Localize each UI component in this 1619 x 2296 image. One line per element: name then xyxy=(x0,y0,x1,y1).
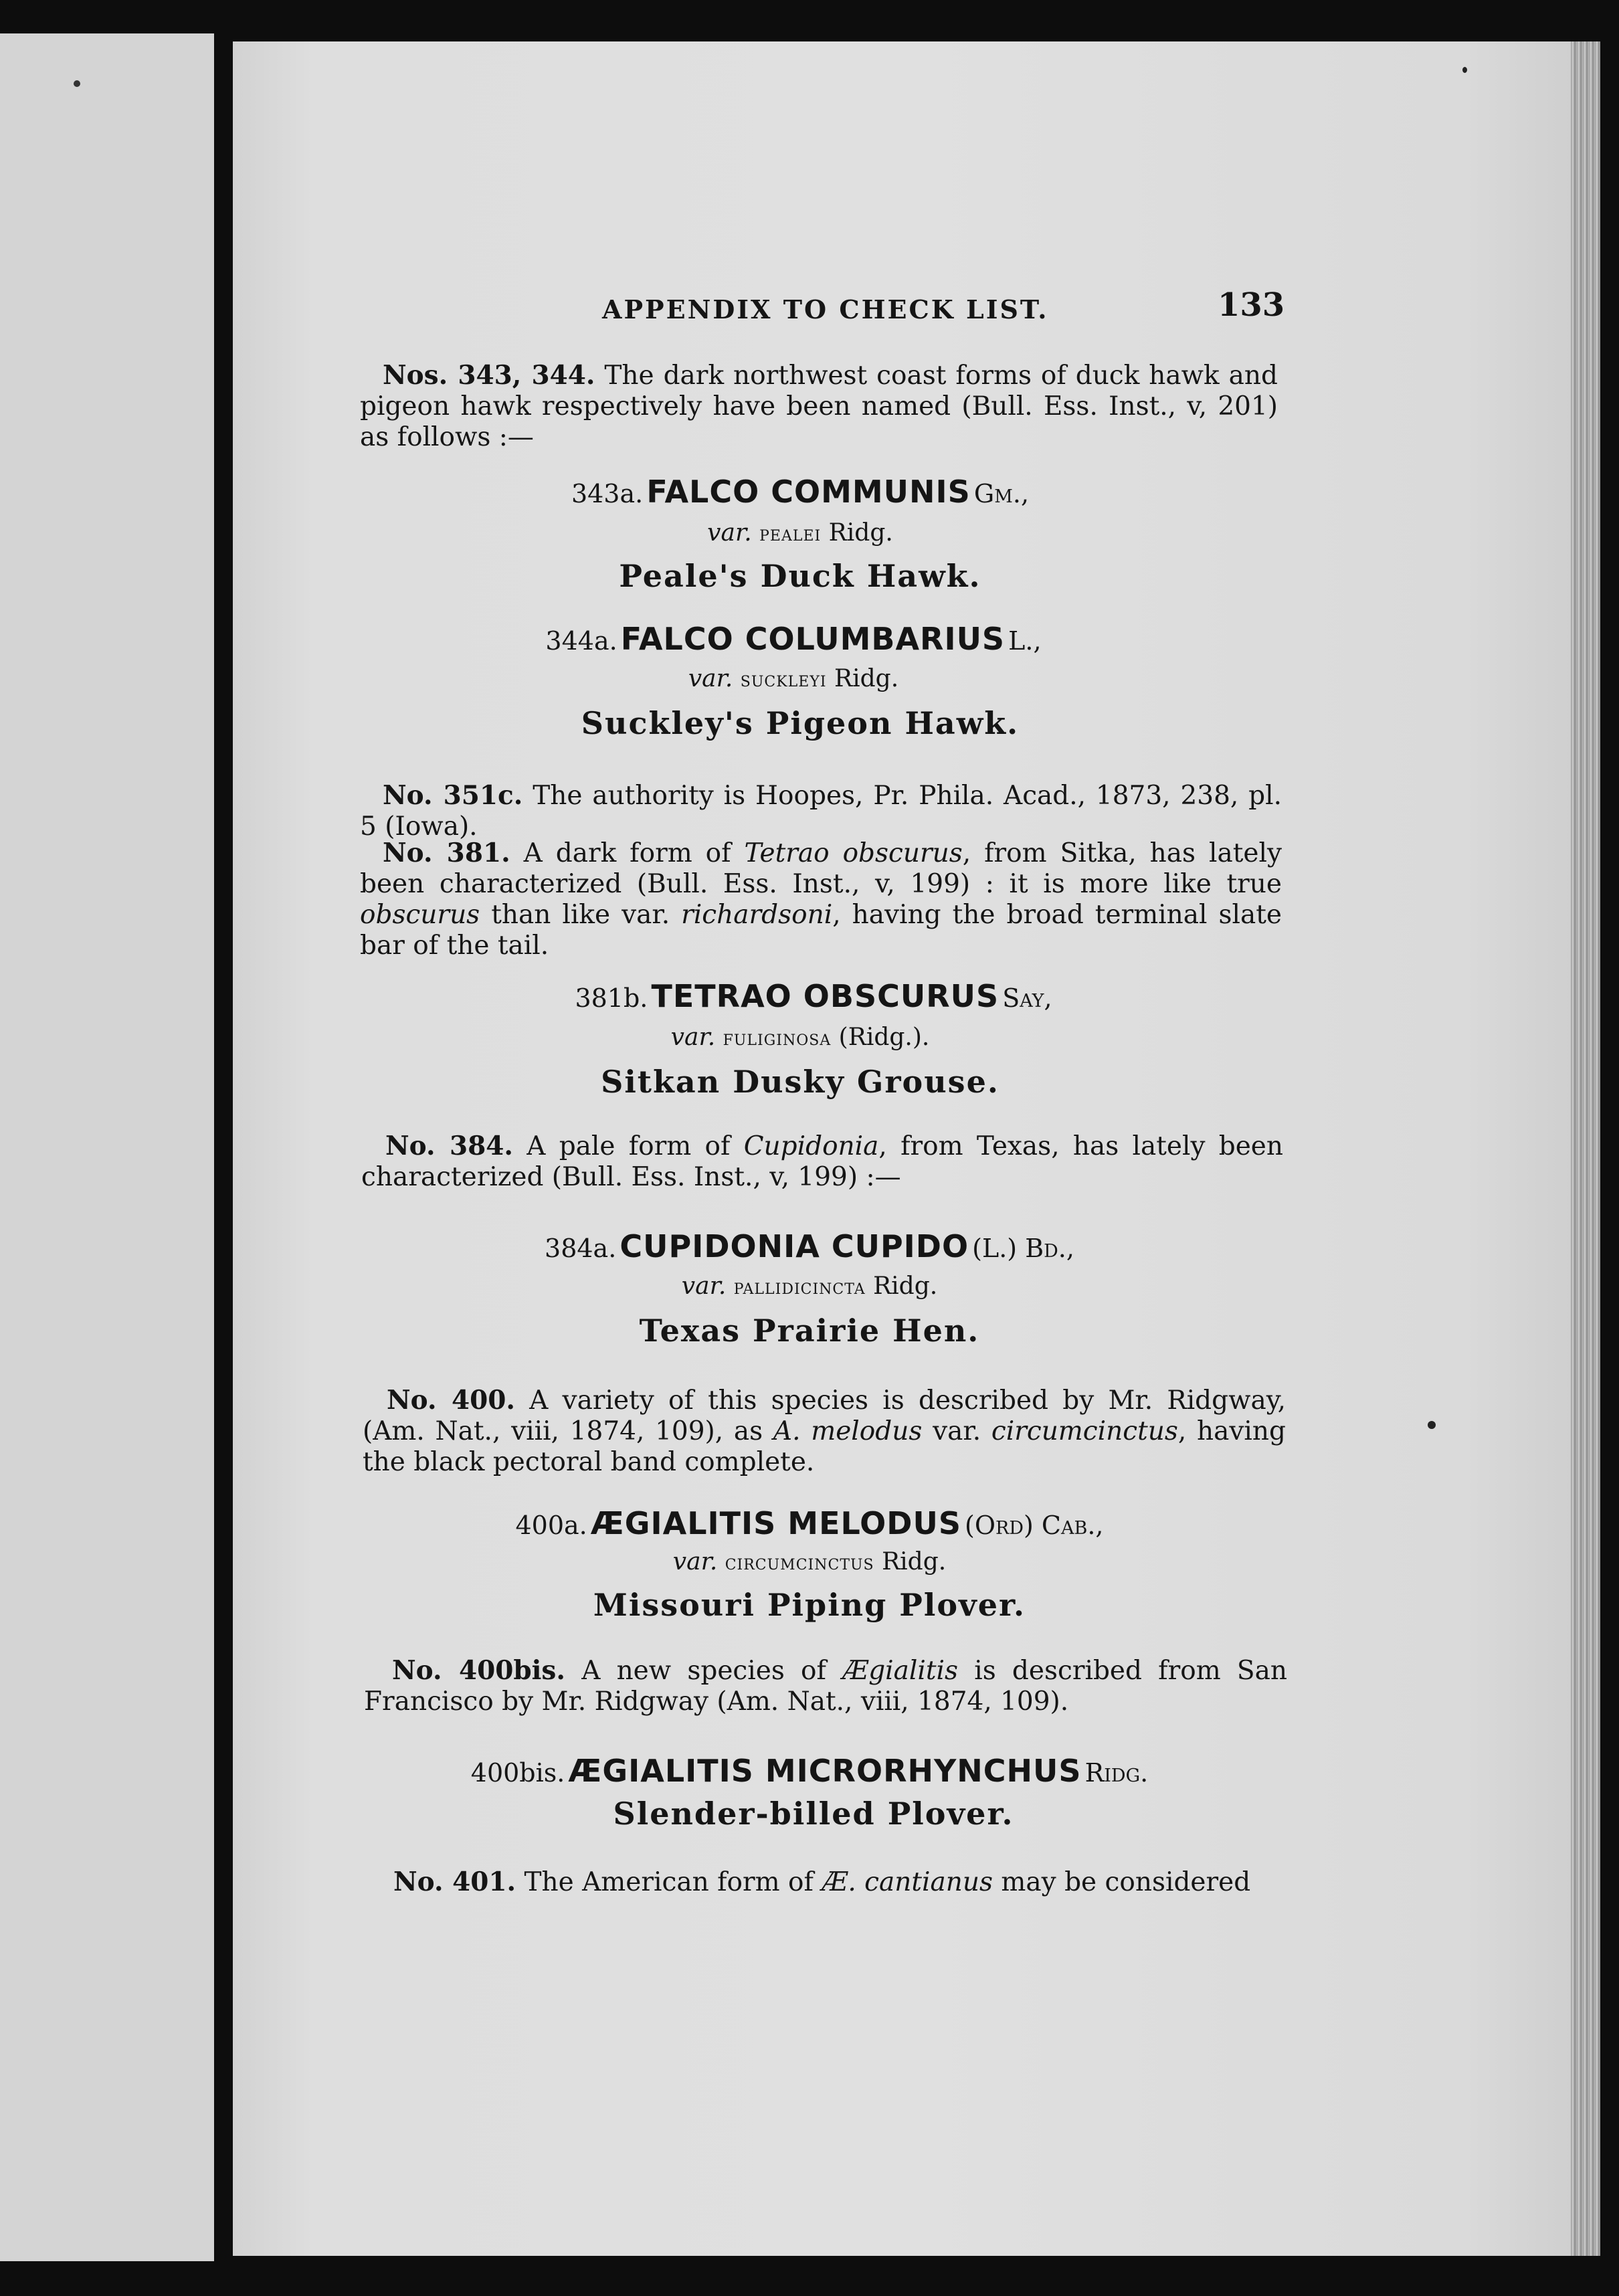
paragraph-text: , from Texas, has lately been characterized (Bull. Ess. Inst., v, 199) :— xyxy=(361,1131,1283,1192)
var-name: suckleyi xyxy=(740,666,827,692)
paragraph-text: , having the broad terminal slate bar of the tail. xyxy=(360,900,1282,961)
entry-scientific-name: ÆGIALITIS MELODUS xyxy=(590,1505,961,1541)
entry-400a-variety xyxy=(328,1548,1291,1575)
var-author: Ridg. xyxy=(873,1272,938,1300)
paragraph-text: var. xyxy=(922,1416,991,1446)
var-author: Ridg. xyxy=(882,1548,947,1575)
paragraph-text: A new species of xyxy=(565,1656,843,1686)
entry-authority: (Ord) Cab., xyxy=(965,1511,1104,1540)
paragraph-nos-343-344 xyxy=(360,360,1278,453)
paragraph-lead: No. 384. xyxy=(385,1131,513,1161)
paragraph-text: The American form of xyxy=(516,1867,822,1897)
italic-term: richardsoni xyxy=(681,900,833,930)
var-prefix: var. xyxy=(688,665,733,692)
entry-400bis-title xyxy=(328,1753,1291,1789)
var-author: Ridg. xyxy=(834,665,899,692)
var-prefix: var. xyxy=(681,1272,727,1300)
paragraph-text: A dark form of xyxy=(510,838,745,868)
italic-term: Ægialitis xyxy=(842,1656,959,1686)
paragraph-lead: No. 351c. xyxy=(383,780,523,811)
entry-number: 400a. xyxy=(515,1511,587,1540)
paragraph-text: A variety of this species is described by Mr. Ridgway, (Am. Nat., viii, 1874, 109), as xyxy=(363,1385,1286,1446)
entry-343a-common-name: Peale's Duck Hawk. xyxy=(619,558,981,594)
italic-term: obscurus xyxy=(360,900,480,930)
entry-400a-common-name: Missouri Piping Plover. xyxy=(593,1587,1026,1623)
paragraph-lead: No. 401. xyxy=(393,1867,516,1897)
paragraph-no-384 xyxy=(361,1131,1283,1193)
paragraph-text: , from Sitka, has lately been characterized (Bull. Ess. Inst., v, 199) : it is more like true xyxy=(360,838,1282,899)
entry-381b-common-name: Sitkan Dusky Grouse. xyxy=(601,1064,999,1100)
paragraph-lead: No. 381. xyxy=(383,838,510,868)
paragraph-text: is described from San Francisco by Mr. Ridgway (Am. Nat., viii, 1874, 109). xyxy=(364,1656,1287,1717)
italic-term: Tetrao obscurus xyxy=(744,838,963,868)
italic-term: Cupidonia xyxy=(743,1131,879,1161)
paragraph-lead: No. 400bis. xyxy=(392,1655,565,1686)
var-name: pallidicincta xyxy=(733,1274,866,1299)
italic-term: circumcinctus xyxy=(991,1416,1178,1446)
paragraph-no-400 xyxy=(363,1385,1286,1478)
entry-number: 400bis. xyxy=(470,1758,565,1788)
entry-344a-variety xyxy=(312,665,1275,692)
entry-344a-common-name: Suckley's Pigeon Hawk. xyxy=(581,705,1020,741)
paragraph-text: may be considered xyxy=(993,1867,1251,1897)
entry-344a-title xyxy=(312,621,1275,657)
entry-authority: (L.) Bd., xyxy=(972,1234,1074,1263)
entry-scientific-name: CUPIDONIA CUPIDO xyxy=(620,1228,969,1264)
paragraph-no-401 xyxy=(364,1867,1287,1898)
paragraph-text: , having the black pectoral band complete. xyxy=(363,1416,1286,1477)
entry-384a-title xyxy=(328,1228,1291,1264)
entry-381b-variety xyxy=(318,1024,1282,1051)
var-name: pealei xyxy=(759,520,822,546)
left-page-speck xyxy=(74,80,80,87)
var-name: fuliginosa xyxy=(723,1025,832,1050)
var-author: (Ridg.). xyxy=(838,1024,930,1051)
entry-scientific-name: ÆGIALITIS MICRORHYNCHUS xyxy=(568,1753,1082,1789)
entry-scientific-name: TETRAO OBSCURUS xyxy=(651,978,999,1014)
var-name: circumcinctus xyxy=(725,1549,874,1575)
entry-number: 343a. xyxy=(571,479,644,508)
entry-400bis-common-name: Slender-billed Plover. xyxy=(613,1796,1014,1832)
scan-speck xyxy=(1462,67,1467,73)
left-page-edge xyxy=(0,33,214,2261)
paragraph-text: The authority is Hoopes, Pr. Phila. Acad., 1873, 238, pl. 5 (Iowa). xyxy=(360,781,1282,842)
italic-term: Æ. cantianus xyxy=(822,1867,993,1897)
entry-343a-title xyxy=(318,474,1282,510)
entry-scientific-name: FALCO COMMUNIS xyxy=(646,474,971,510)
var-prefix: var. xyxy=(672,1548,718,1575)
entry-381b-title xyxy=(332,978,1295,1014)
entry-384a-variety xyxy=(328,1272,1291,1300)
page-stack-edge xyxy=(1571,41,1600,2256)
entry-authority: Ridg. xyxy=(1084,1758,1149,1788)
entry-number: 381b. xyxy=(575,983,648,1013)
entry-number: 384a. xyxy=(545,1234,617,1263)
paragraph-text: than like var. xyxy=(480,900,682,930)
paragraph-text: A pale form of xyxy=(513,1131,744,1161)
var-prefix: var. xyxy=(670,1024,716,1051)
entry-384a-common-name: Texas Prairie Hen. xyxy=(639,1313,980,1349)
running-header: APPENDIX TO CHECK LIST. xyxy=(602,294,1049,324)
paragraph-lead: Nos. 343, 344. xyxy=(383,360,595,391)
var-prefix: var. xyxy=(707,519,752,547)
entry-scientific-name: FALCO COLUMBARIUS xyxy=(620,621,1006,657)
entry-343a-variety xyxy=(318,519,1282,547)
page-number: 133 xyxy=(1218,286,1285,324)
paragraph-lead: No. 400. xyxy=(387,1385,515,1416)
var-author: Ridg. xyxy=(828,519,893,547)
paragraph-no-400bis xyxy=(364,1655,1287,1717)
paragraph-no-381 xyxy=(360,838,1282,961)
italic-term: A. melodus xyxy=(773,1416,923,1446)
entry-authority: Gm., xyxy=(973,479,1030,508)
paragraph-text: The dark northwest coast forms of duck hawk and pigeon hawk respectively have been named (Bull. Ess. Inst., v, 201) as follows :— xyxy=(360,361,1278,452)
paragraph-no-351c xyxy=(360,780,1282,842)
entry-400a-title xyxy=(328,1505,1291,1541)
scan-speck xyxy=(1428,1421,1436,1429)
entry-authority: Say, xyxy=(1002,983,1052,1013)
entry-number: 344a. xyxy=(545,626,617,656)
entry-authority: L., xyxy=(1008,626,1042,656)
